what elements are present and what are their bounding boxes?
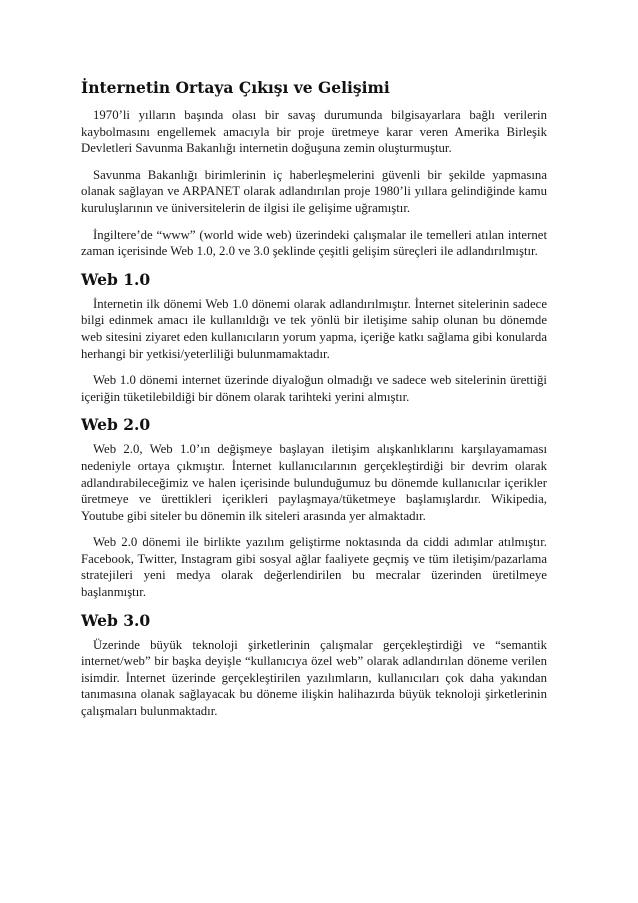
section-paragraph: İnternetin ilk dönemi Web 1.0 dönemi olarak adlandırılmıştır. İnternet sitelerinin sadece bilgi edinmek amacı ile kullanıldığı ve tek yönlü bir iletişime sahip olunan bu dönemde web sitesini ziyaret eden kullanıcıların yorum yapma, içeriğe katkı sağlama gibi konularda herhangi bir yetkisi/yeterliliği bulunmamaktadır.	[81, 296, 547, 361]
section-heading: Web 1.0	[81, 269, 151, 289]
section-heading: Web 2.0	[81, 415, 151, 435]
document-page	[81, 78, 547, 730]
section-web-3-0	[81, 611, 547, 720]
section-web-1-0	[81, 270, 547, 406]
section-paragraph: Üzerinde büyük teknoloji şirketlerinin çalışmalar gerçekleştirdiği ve “semantik internet/web” bir başka deyişle “kullanıcıya özel web” olarak adlandırılan döneme verilen isimdir. İnternet üzerinde gerçekleştirilen yazılımların, kullanıcıları çok daha yakından tanımasına olanak sağlayacak bu döneme ilişkin halihazırda büyük teknoloji şirketlerinin çalışmaları bulunmaktadır.	[81, 637, 547, 719]
section-web-2-0	[81, 415, 547, 600]
intro-paragraph: İngiltere’de “www” (world wide web) üzerindeki çalışmalar ile temelleri atılan internet zaman içerisinde Web 1.0, 2.0 ve 3.0 şeklinde çeşitli gelişim süreçleri ile adlandırılmıştır.	[81, 227, 547, 259]
section-paragraph: Web 2.0 dönemi ile birlikte yazılım geliştirme noktasında da ciddi adımlar atılmıştır. Facebook, Twitter, Instagram gibi sosyal ağlar faaliyete geçmiş ve tüm iletişim/pazarlama stratejileri yeni medya olarak değerlendirilen bu mecralar üzerinden üretilmeye başlanmıştır.	[81, 535, 547, 600]
section-paragraph: Web 2.0, Web 1.0’ın değişmeye başlayan iletişim alışkanlıklarını karşılayamaması nedeniyle ortaya çıkmıştır. İnternet kullanıcılarının gerçekleştirdiği bir devrim olarak adlandırabileceğimiz ve halen içerisinde bulunduğumuz bu dönemde kullanıcılar içerikler üretmeye ve ürettikleri içerikleri paylaşmaya/tüketmeye başlamışlardır. Wikipedia, Youtube gibi siteler bu dönemin ilk siteleri arasında yer almaktadır.	[81, 442, 547, 523]
section-heading: Web 3.0	[81, 610, 151, 630]
intro-section	[81, 107, 547, 260]
intro-paragraph: 1970’li yılların başında olası bir savaş durumunda bilgisayarlara bağlı verilerin kaybolmasını engellemek amacıyla bir proje üretmeye karar veren Amerika Birleşik Devletleri Savunma Bakanlığı internetin doğuşuna zemin oluşturmuştur.	[81, 108, 547, 156]
intro-paragraph: Savunma Bakanlığı birimlerinin iç haberleşmelerini güvenli bir şekilde yapmasına olanak sağlayan ve ARPANET olarak adlandırılan proje 1980’li yıllara gelindiğinde kamu kuruluşlarının ve üniversitelerin de ilgisi ile gelişime uğramıştır.	[81, 167, 547, 215]
section-paragraph: Web 1.0 dönemi internet üzerinde diyaloğun olmadığı ve sadece web sitelerinin ürettiği içeriğin tüketilebildiği bir dönem olarak tarihteki yerini almıştır.	[81, 373, 547, 404]
page-title: İnternetin Ortaya Çıkışı ve Gelişimi	[81, 78, 390, 97]
